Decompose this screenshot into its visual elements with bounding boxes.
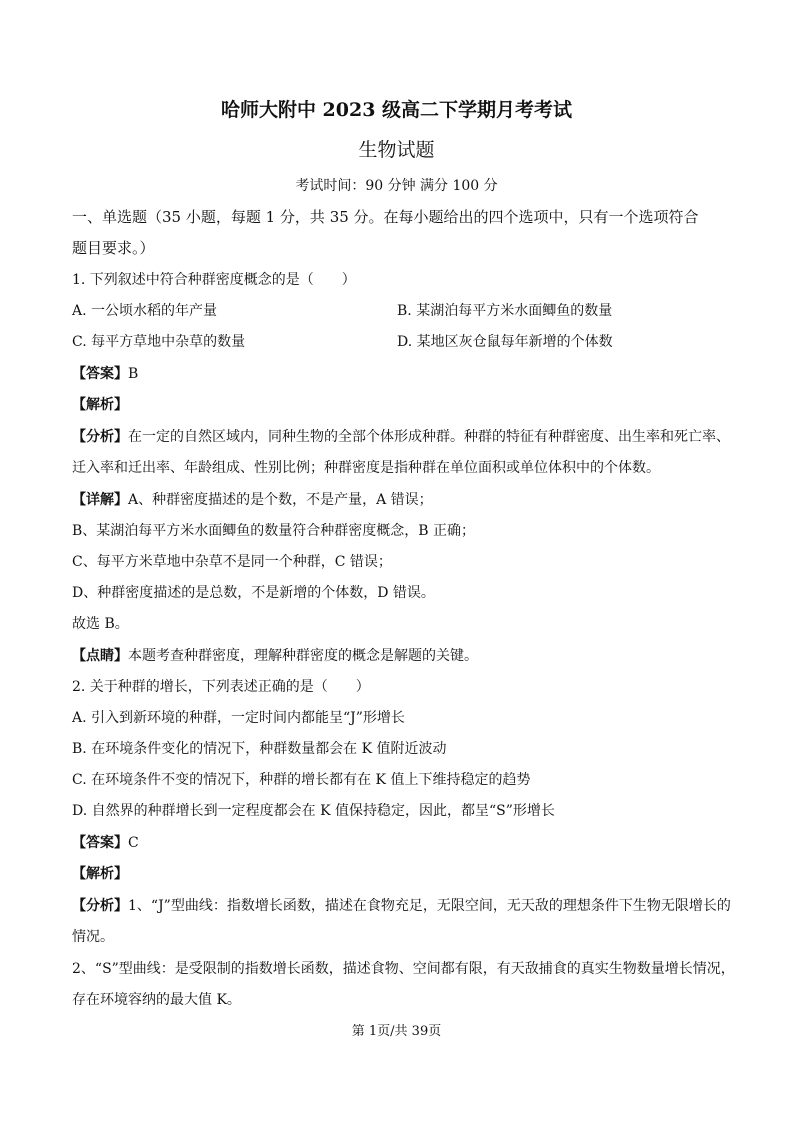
q1-xiangjie-b: B、某湖泊每平方米水面鲫鱼的数量符合种群密度概念，B 正确；	[72, 523, 476, 539]
fenxi-tag: 【分析】	[72, 898, 128, 914]
q1-conclusion: 故选 B。	[72, 616, 129, 632]
q1-options-row2	[72, 332, 721, 352]
answer-value: C	[128, 835, 139, 851]
xiangjie-text: A、种群密度描述的是个数，不是产量，A 错误；	[128, 492, 433, 508]
answer-tag: 【答案】	[72, 835, 128, 851]
q2-stem: 2. 关于种群的增长，下列表述正确的是（ ）	[72, 679, 370, 695]
q2-fenxi-line2: 情况。	[72, 929, 114, 945]
q1-dianjing	[72, 646, 721, 666]
answer-value: B	[128, 366, 139, 382]
dianjing-tag: 【点睛】	[72, 648, 128, 664]
q1-stem: 1. 下列叙述中符合种群密度概念的是（ ）	[72, 272, 356, 288]
q1-xiangjie-c: C、每平方米草地中杂草不是同一个种群，C 错误；	[72, 554, 392, 570]
q1-option-b: B. 某湖泊每平方米水面鲫鱼的数量	[397, 303, 613, 319]
xiangjie-tag: 【详解】	[72, 492, 128, 508]
q1-xiangjie-a	[72, 490, 721, 510]
q2-option-a: A. 引入到新环境的种群，一定时间内都能呈“J”形增长	[72, 710, 405, 726]
fenxi-text: 1、“J”型曲线：指数增长函数，描述在食物充足，无限空间，无天敌的理想条件下生物无限增长的	[128, 898, 731, 914]
analysis-tag: 【解析】	[72, 866, 128, 882]
q1-analysis-heading	[72, 395, 721, 415]
section-heading-line2: 题目要求。）	[72, 239, 155, 257]
q2-fenxi-line3: 2、“S”型曲线：是受限制的指数增长函数，描述食物、空间都有限，有天敌捕食的真实生物数量增长情况，	[72, 961, 735, 977]
q1-answer	[72, 364, 721, 384]
q2-option-c: C. 在环境条件不变的情况下，种群的增长都有在 K 值上下维持稳定的趋势	[72, 772, 531, 788]
subject-title: 生物试题	[358, 139, 435, 161]
fenxi-text: 在一定的自然区域内，同种生物的全部个体形成种群。种群的特征有种群密度、出生率和死亡率、	[128, 429, 730, 445]
section-heading-line1: 一、单选题（35 小题，每题 1 分，共 35 分。在每小题给出的四个选项中，只有一个选项符合	[72, 208, 699, 226]
q1-fenxi-line2: 迁入率和迁出率、年龄组成、性别比例；种群密度是指种群在单位面积或单位体积中的个体数。	[72, 460, 660, 476]
q2-fenxi-line4: 存在环境容纳的最大值 K。	[72, 992, 241, 1008]
exam-title: 哈师大附中 2023 级高二下学期月考考试	[220, 99, 573, 121]
q2-analysis-heading	[72, 864, 721, 884]
q1-fenxi-line1	[72, 427, 730, 447]
q2-fenxi-line1	[72, 896, 731, 916]
q1-xiangjie-d: D、种群密度描述的是总数，不是新增的个体数，D 错误。	[72, 585, 435, 601]
page-number: 第 1页/共 39页	[351, 1024, 442, 1039]
dianjing-text: 本题考查种群密度，理解种群密度的概念是解题的关键。	[128, 648, 478, 664]
q2-option-d: D. 自然界的种群增长到一定程度都会在 K 值保持稳定，因此，都呈“S”形增长	[72, 803, 555, 819]
answer-tag: 【答案】	[72, 366, 128, 382]
q1-option-c: C. 每平方草地中杂草的数量	[72, 334, 246, 350]
q1-option-a: A. 一公顷水稻的年产量	[72, 303, 218, 319]
analysis-tag: 【解析】	[72, 397, 128, 413]
fenxi-tag: 【分析】	[72, 429, 128, 445]
q2-option-b: B. 在环境条件变化的情况下，种群数量都会在 K 值附近波动	[72, 741, 447, 757]
q1-options-row1	[72, 301, 721, 321]
q2-answer	[72, 833, 721, 853]
q1-option-d: D. 某地区灰仓鼠每年新增的个体数	[397, 334, 613, 350]
exam-info: 考试时间：90 分钟 满分 100 分	[295, 178, 498, 194]
